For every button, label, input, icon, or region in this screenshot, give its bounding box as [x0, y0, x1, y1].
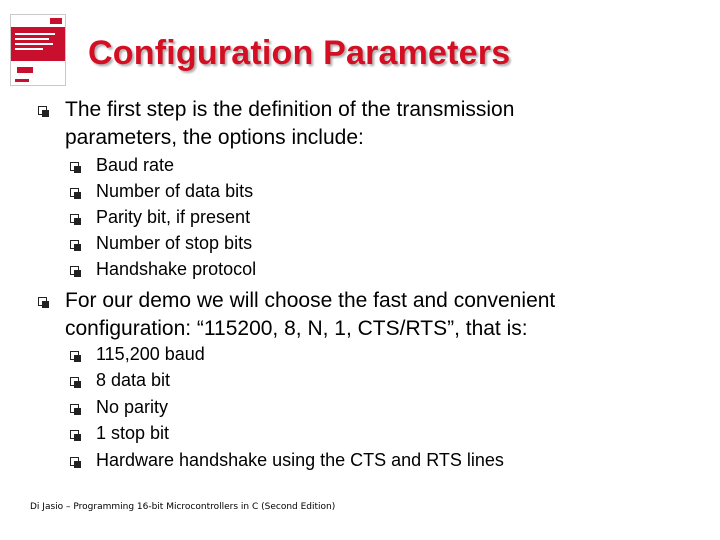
sub-item-text: 8 data bit — [96, 370, 171, 390]
bullet-text: For our demo we will choose the fast and convenient — [65, 289, 556, 312]
checkbox-bullet-icon — [70, 188, 79, 197]
sub-item-text: Number of data bits — [96, 181, 254, 201]
checkbox-bullet-icon — [70, 214, 79, 223]
slide-title: Configuration Parameters — [88, 34, 511, 72]
bullet-text: The first step is the definition of the transmission — [65, 98, 515, 121]
sub-item-text: Baud rate — [96, 155, 175, 175]
sub-item-text: Handshake protocol — [96, 259, 257, 279]
checkbox-bullet-icon — [38, 106, 47, 115]
checkbox-bullet-icon — [70, 351, 79, 360]
footer-credit: Di Jasio – Programming 16-bit Microcontrollers in C (Second Edition) — [30, 502, 336, 512]
checkbox-bullet-icon — [70, 377, 79, 386]
bullet-text: configuration: “115200, 8, N, 1, CTS/RTS”, that is: — [65, 317, 528, 340]
sub-item-text: Number of stop bits — [96, 233, 253, 253]
checkbox-bullet-icon — [70, 457, 79, 466]
sub-item-text: 1 stop bit — [96, 423, 170, 443]
checkbox-bullet-icon — [38, 297, 47, 306]
bullet-text: parameters, the options include: — [65, 126, 364, 149]
checkbox-bullet-icon — [70, 430, 79, 439]
sub-item-text: Parity bit, if present — [96, 207, 251, 227]
checkbox-bullet-icon — [70, 266, 79, 275]
sub-item-text: 115,200 baud — [96, 344, 205, 364]
book-cover-image — [10, 14, 66, 86]
checkbox-bullet-icon — [70, 240, 79, 249]
sub-item-text: Hardware handshake using the CTS and RTS lines — [96, 450, 504, 470]
checkbox-bullet-icon — [70, 162, 79, 171]
checkbox-bullet-icon — [70, 404, 79, 413]
sub-item-text: No parity — [96, 397, 169, 417]
